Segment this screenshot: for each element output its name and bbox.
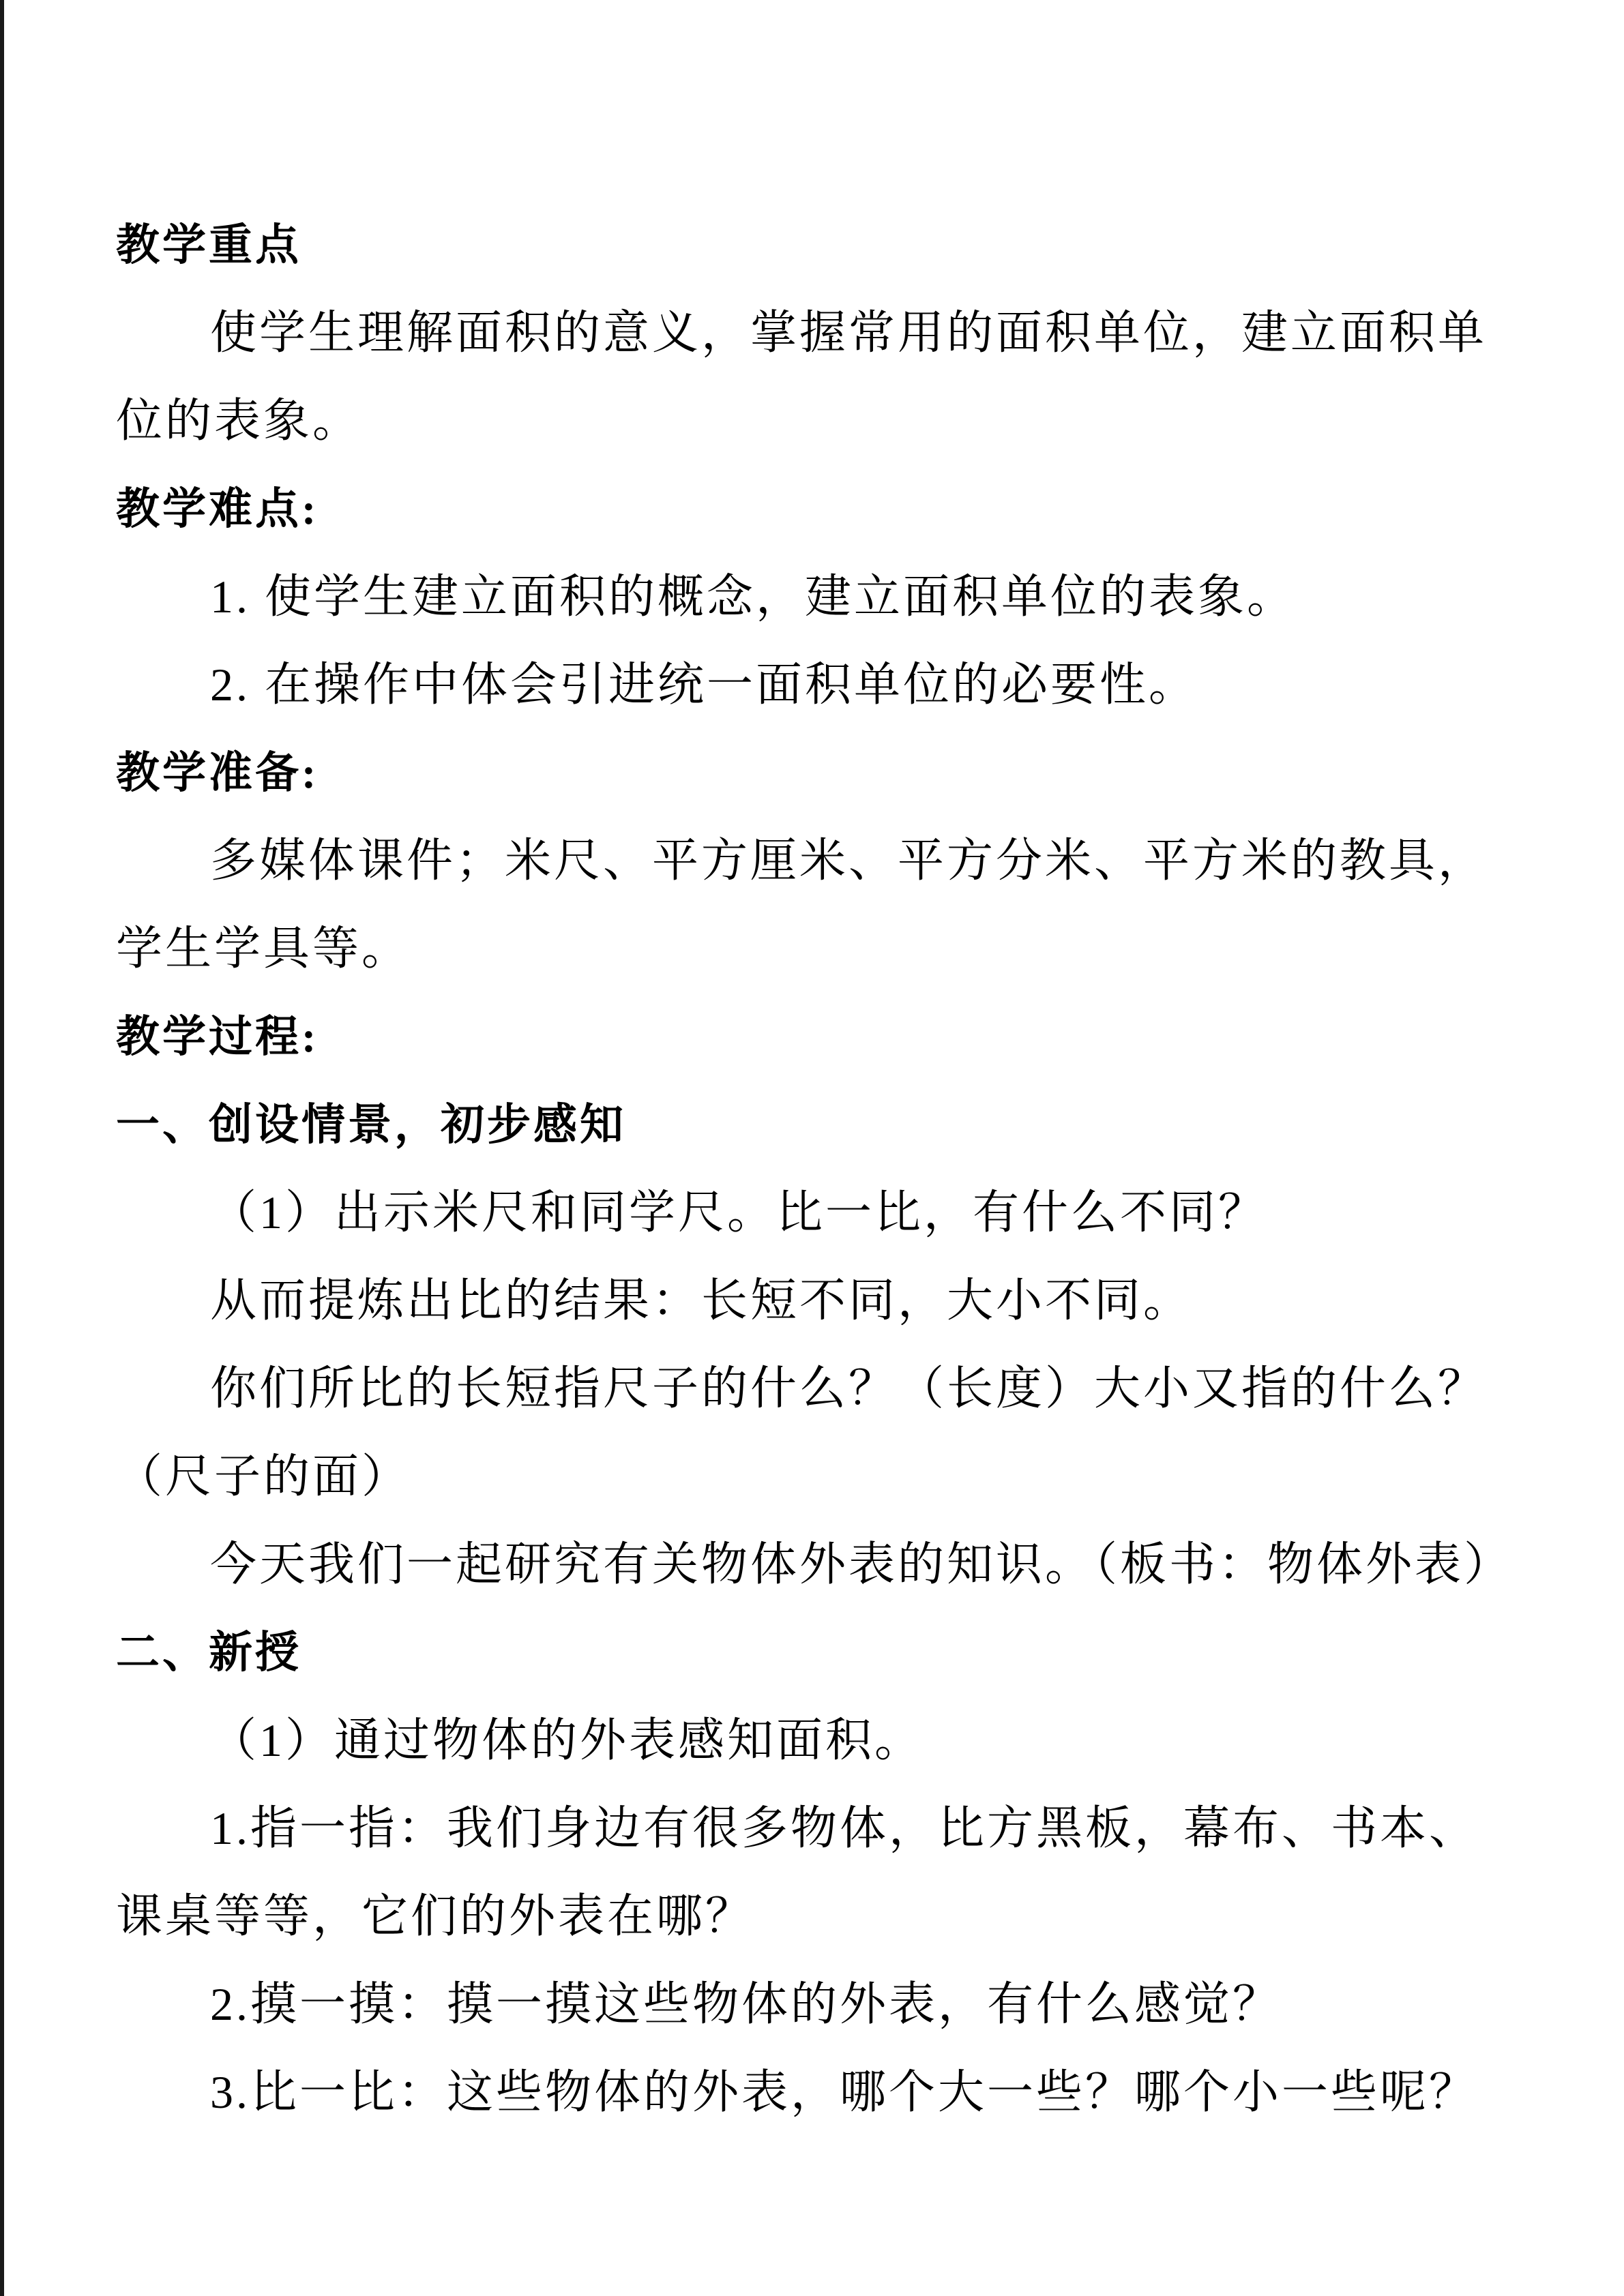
paragraph-line: 课桌等等，它们的外表在哪？ [116,1890,755,1942]
section-heading: 教学重点 [116,221,301,269]
paragraph-line: 多媒体课件；米尺、平方厘米、平方分米、平方米的教具， [210,835,1488,886]
section-heading: 一、创设情景，初步感知 [116,1101,626,1149]
paragraph-line: 你们所比的长短指尺子的什么？（长度）大小又指的什么？ [210,1362,1488,1414]
paragraph-line: 1. 使学生建立面积的概念，建立面积单位的表象。 [210,571,1297,623]
paragraph-line: 1.指一指：我们身边有很多物体，比方黑板，幕布、书本、 [210,1802,1479,1854]
paragraph-line: 3.比一比：这些物体的外表，哪个大一些？哪个小一些呢？ [210,2066,1479,2118]
paragraph-line: 学生学具等。 [116,923,411,974]
paragraph-line: 今天我们一起研究有关物体外表的知识。（板书：物体外表） [210,1538,1514,1590]
paragraph-line: 2. 在操作中体会引进统一面积单位的必要性。 [210,659,1198,711]
paragraph-line: 位的表象。 [116,395,362,447]
section-heading: 教学难点: [116,485,319,533]
paragraph-line: （1）通过物体的外表感知面积。 [210,1714,924,1766]
section-heading: 教学准备: [116,749,319,797]
document-content [116,201,1529,2136]
paragraph-line: （1）出示米尺和同学尺。比一比，有什么不同？ [210,1187,1268,1238]
section-heading: 二、新授 [116,1628,301,1677]
paragraph-line: 2.摸一摸：摸一摸这些物体的外表，有什么感觉？ [210,1978,1282,2030]
section-heading: 教学过程: [116,1013,319,1061]
paragraph-line: （尺子的面） [116,1450,411,1502]
paragraph-line: 从而提炼出比的结果：长短不同，大小不同。 [210,1274,1193,1326]
scan-edge-line [0,0,4,2296]
paragraph-line: 使学生理解面积的意义，掌握常用的面积单位，建立面积单 [210,307,1488,359]
